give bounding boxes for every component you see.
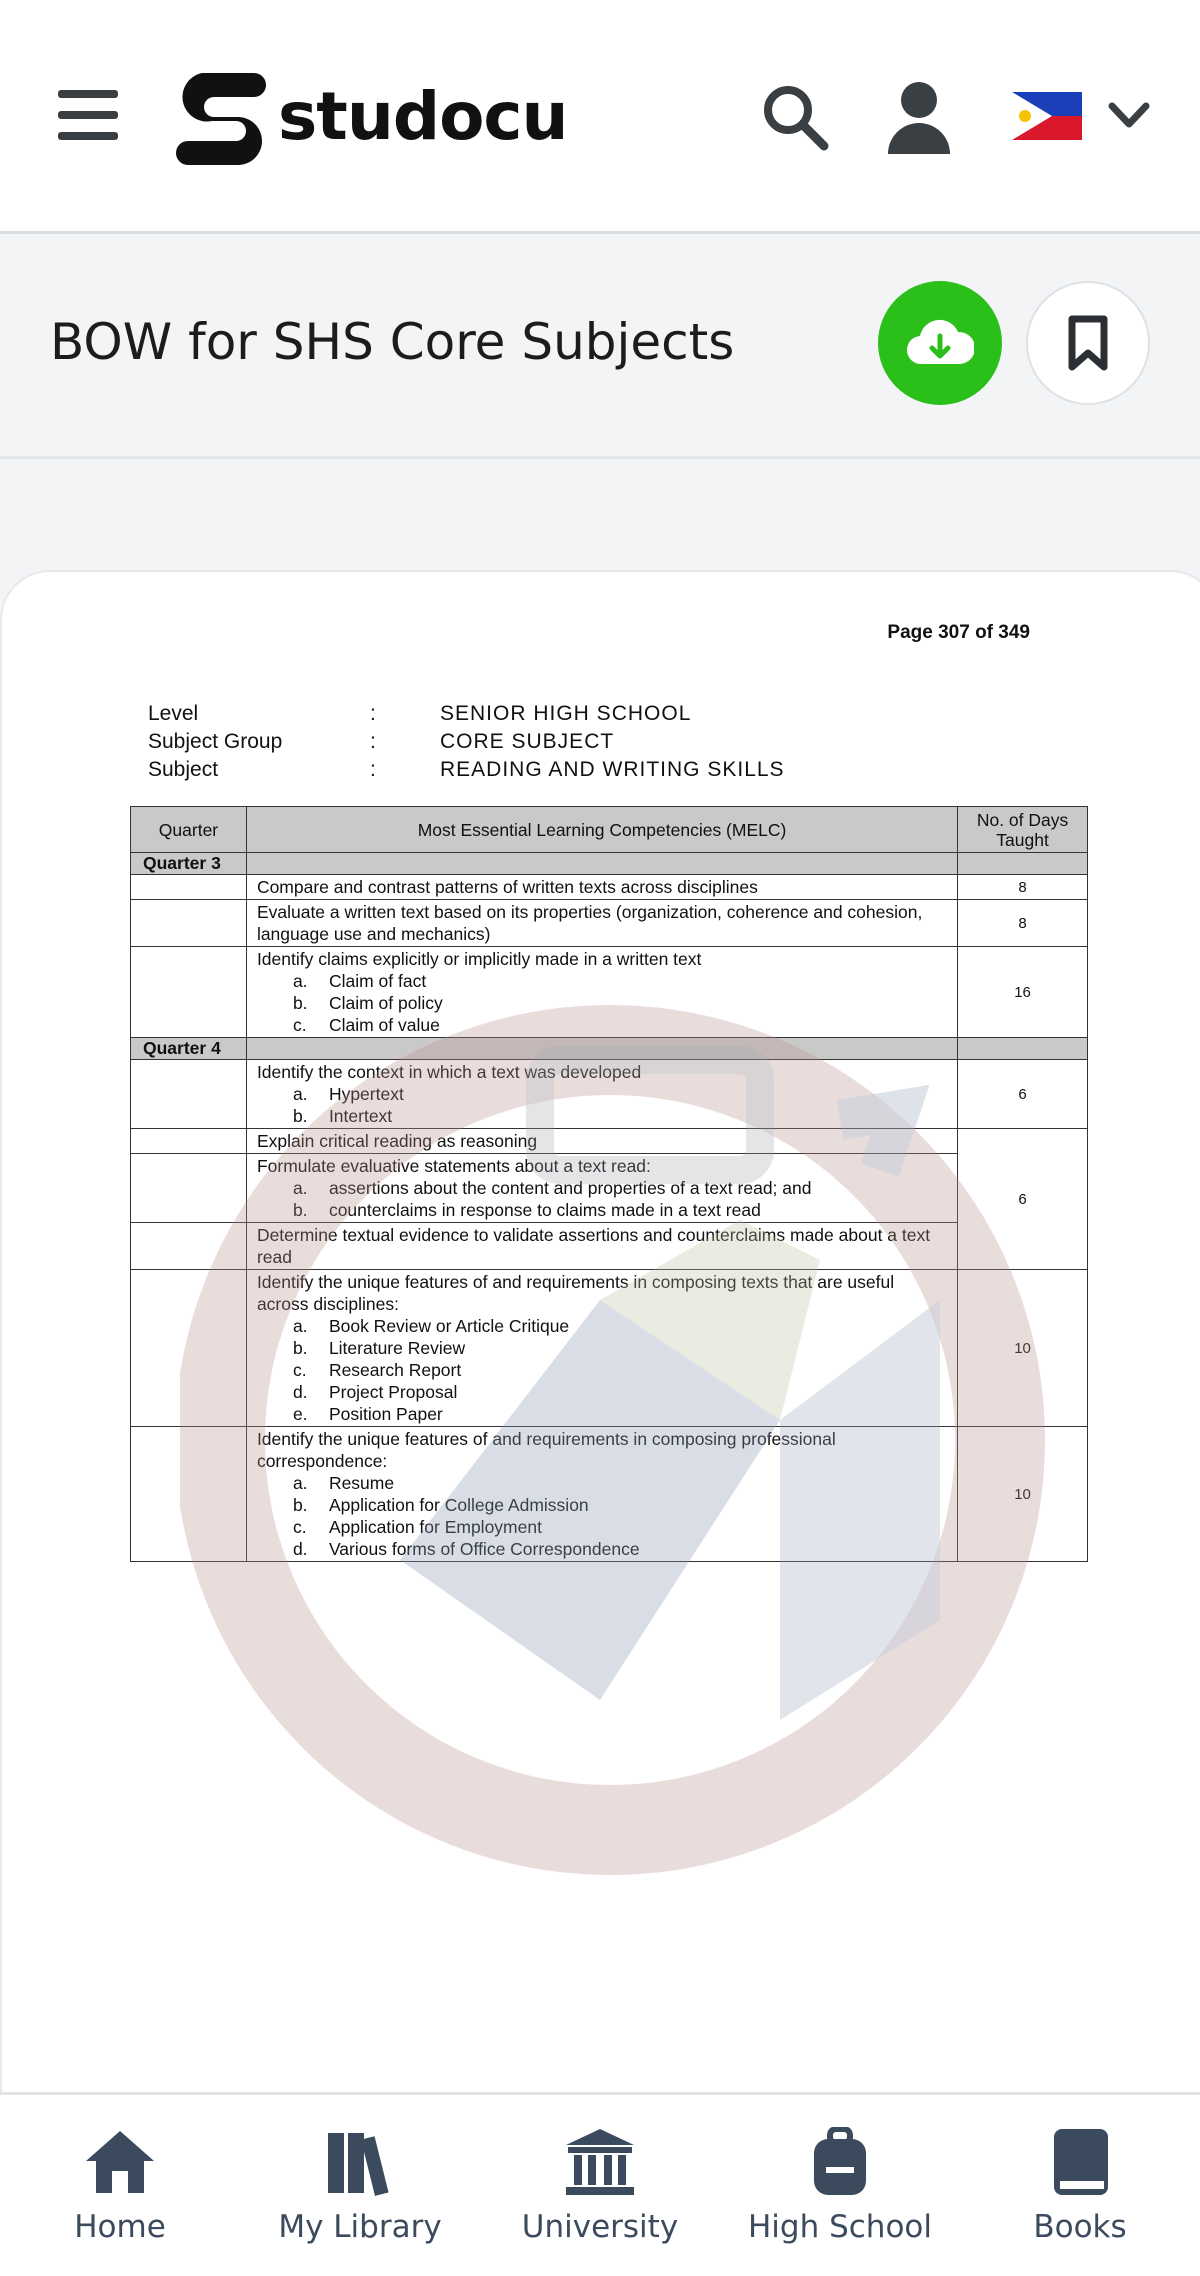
days-value: 8 — [958, 900, 1088, 947]
quarter-row — [131, 853, 1088, 875]
meta-label: Subject Group — [148, 730, 283, 753]
studocu-logo-mark — [172, 67, 268, 165]
nav-books[interactable] — [960, 2095, 1200, 2276]
meta-label: Subject — [148, 758, 219, 781]
sub-item: b. Literature Review — [292, 1338, 466, 1358]
table-row — [131, 1427, 1088, 1562]
competency-text: Identify the unique features of and requirements in composing texts that are useful across disciplines: — [256, 1272, 895, 1314]
nav-high-school[interactable] — [720, 2095, 960, 2276]
university-icon — [562, 2127, 638, 2197]
meta-colon: : — [370, 702, 376, 725]
quarter-row — [131, 1038, 1088, 1060]
sub-item: c. Claim of value — [292, 1015, 440, 1035]
competency-text: Formulate evaluative statements about a text read: — [256, 1156, 651, 1176]
sub-item: c. Research Report — [292, 1360, 462, 1380]
days-value: 10 — [958, 1270, 1088, 1427]
sub-item: b. Application for College Admission — [292, 1495, 589, 1515]
competency-cell — [246, 1060, 957, 1129]
nav-home[interactable] — [0, 2095, 240, 2276]
competency-cell — [246, 1154, 957, 1223]
meta-value: CORE SUBJECT — [440, 730, 615, 753]
sub-item: e. Position Paper — [292, 1404, 443, 1424]
column-header-days: No. of Days Taught — [958, 807, 1088, 853]
library-icon — [322, 2127, 398, 2197]
days-value: 6 — [958, 1060, 1088, 1129]
backpack-icon — [802, 2127, 878, 2197]
competency-cell — [246, 1427, 957, 1562]
table-row — [131, 1223, 1088, 1270]
logo-text: studocu — [278, 77, 568, 155]
meta-row-subject-group — [148, 728, 785, 756]
meta-row-subject — [148, 756, 785, 784]
quarter-label: Quarter 3 — [131, 853, 247, 875]
nav-label: Home — [74, 2209, 166, 2245]
table-row — [131, 1270, 1088, 1427]
table-header-row — [131, 807, 1088, 853]
competency-text: Determine textual evidence to validate assertions and counterclaims made about a text read — [246, 1223, 957, 1270]
days-value: 8 — [958, 875, 1088, 900]
cloud-download-icon — [906, 318, 974, 368]
meta-colon: : — [370, 758, 376, 781]
studocu-logo[interactable] — [172, 66, 568, 166]
competency-text: Compare and contrast patterns of written texts across disciplines — [246, 875, 957, 900]
competency-cell — [246, 1270, 957, 1427]
table-row — [131, 1154, 1088, 1223]
philippines-flag-icon[interactable] — [1012, 92, 1082, 140]
sub-item: b. counterclaims in response to claims made in a text read — [292, 1200, 761, 1220]
table-row — [131, 1129, 1088, 1154]
sub-item: a. Book Review or Article Critique — [292, 1316, 570, 1336]
nav-label: University — [521, 2209, 679, 2245]
user-icon[interactable] — [884, 80, 954, 154]
competency-text: Identify the context in which a text was developed — [256, 1062, 642, 1082]
table-row — [131, 1060, 1088, 1129]
nav-my-library[interactable] — [240, 2095, 480, 2276]
bookmark-button[interactable] — [1026, 281, 1150, 405]
meta-value: READING AND WRITING SKILLS — [440, 758, 785, 781]
book-icon — [1042, 2127, 1118, 2197]
nav-university[interactable] — [480, 2095, 720, 2276]
sub-item: a. Resume — [292, 1473, 395, 1493]
subject-meta — [148, 700, 785, 784]
meta-colon: : — [370, 730, 376, 753]
bookmark-icon — [1066, 315, 1110, 371]
document-title-bar — [0, 237, 1200, 459]
competency-text: Explain critical reading as reasoning — [246, 1129, 957, 1154]
document-title: BOW for SHS Core Subjects — [50, 313, 735, 371]
sub-item: a. Hypertext — [292, 1084, 404, 1104]
nav-label: Books — [1033, 2209, 1127, 2245]
sub-item: b. Claim of policy — [292, 993, 443, 1013]
top-header — [0, 0, 1200, 234]
search-icon[interactable] — [760, 82, 830, 152]
sub-item: d. Various forms of Office Correspondence — [292, 1539, 640, 1559]
page-number-label: Page 307 of 349 — [887, 622, 1030, 643]
days-value: 6 — [958, 1129, 1088, 1270]
home-icon — [82, 2127, 158, 2197]
sub-item: a. Claim of fact — [292, 971, 427, 991]
meta-label: Level — [148, 702, 199, 725]
table-row — [131, 875, 1088, 900]
competency-cell — [246, 947, 957, 1038]
table-row — [131, 900, 1088, 947]
days-value: 10 — [958, 1427, 1088, 1562]
chevron-down-icon[interactable] — [1106, 98, 1152, 134]
sub-item: a. assertions about the content and properties of a text read; and — [292, 1178, 812, 1198]
column-header-melc: Most Essential Learning Competencies (MELC) — [246, 807, 957, 853]
meta-row-level — [148, 700, 785, 728]
sub-item: d. Project Proposal — [292, 1382, 458, 1402]
menu-icon[interactable] — [58, 90, 118, 140]
sub-item: b. Intertext — [292, 1106, 393, 1126]
competency-text: Identify the unique features of and requirements in composing professional correspondence: — [256, 1429, 836, 1471]
nav-label: High School — [747, 2209, 933, 2245]
competency-text: Evaluate a written text based on its properties (organization, coherence and cohesion, language use and mechanics) — [246, 900, 957, 947]
bottom-navigation — [0, 2092, 1200, 2276]
download-button[interactable] — [878, 281, 1002, 405]
table-row — [131, 947, 1088, 1038]
column-header-quarter: Quarter — [131, 807, 247, 853]
sub-item: c. Application for Employment — [292, 1517, 542, 1537]
nav-label: My Library — [278, 2209, 442, 2245]
competency-text: Identify claims explicitly or implicitly made in a written text — [256, 949, 702, 969]
meta-value: SENIOR HIGH SCHOOL — [440, 702, 692, 725]
melc-table — [130, 806, 1088, 1562]
quarter-label: Quarter 4 — [131, 1038, 247, 1060]
days-value: 16 — [958, 947, 1088, 1038]
document-page — [130, 610, 1090, 1920]
